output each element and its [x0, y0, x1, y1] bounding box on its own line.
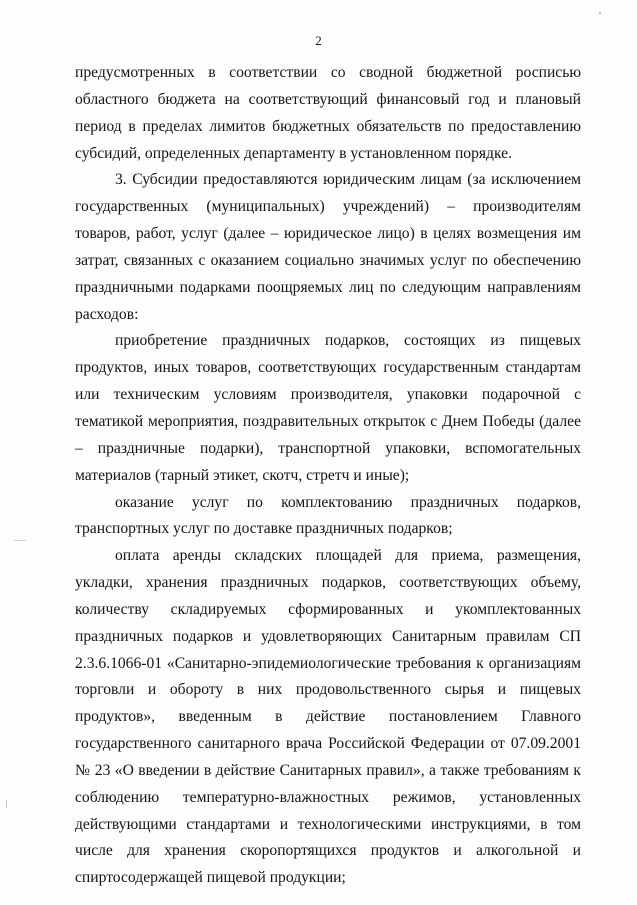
page-number: 2: [315, 33, 322, 48]
paragraph-warehouse-rent: оплата аренды складских площадей для приема, размещения, укладки, хранения праздничных подарков, соответствующих объему, количеству складируемых сформированных и укомплектованных праздничных подарков и удовлетворяющих Санитарным правилам СП 2.3.6.1066-01 «Санитарно-эпидемиологические требования к организациям торговли и обороту в них продовольственного сырья и пищевых продуктов», введенным в действие постановлением Главного государственного санитарного врача Российской Федерации от 07.09.2001 № 23 «О введении в действие Санитарных правил», а также требованиям к соблюдению температурно-влажностных режимов, установленных действующими стандартами и технологическими инструкциями, в том числе для хранения скоропортящихся продуктов и алкогольной и спиртосодержащей пищевой продукции;: [75, 547, 581, 887]
document-body: [75, 60, 581, 892]
scan-speck: [14, 540, 26, 541]
paragraph-gift-purchase: приобретение праздничных подарков, состоящих из пищевых продуктов, иных товаров, соответствующих государственным стандартам или техническим условиям производителя, упаковки подарочной с тематикой мероприятия, поздравительных открыток с Днем Победы (далее – праздничные подарки), транспортной упаковки, вспомогательных материалов (тарный этикет, скотч, стретч и иные);: [75, 332, 581, 484]
scan-speck: [6, 800, 7, 808]
scan-speck: [599, 12, 601, 14]
paragraph-budget-reference: предусмотренных в соответствии со сводной бюджетной росписью областного бюджета на соответствующий финансовый год и плановый период в пределах лимитов бюджетных обязательств по предоставлению субсидий, определенных департаменту в установленном порядке.: [75, 64, 581, 162]
paragraph-gift-services: оказание услуг по комплектованию праздничных подарков, транспортных услуг по доставке праздничных подарков;: [75, 493, 581, 538]
paragraph-subsidy-recipients: 3. Субсидии предоставляются юридическим лицам (за исключением государственных (муниципальных) учреждений) – производителям товаров, работ, услуг (далее – юридическое лицо) в целях возмещения им затрат, связанных с оказанием социально значимых услуг по обеспечению праздничными подарками поощряемых лиц по следующим направлениям расходов:: [75, 171, 581, 323]
